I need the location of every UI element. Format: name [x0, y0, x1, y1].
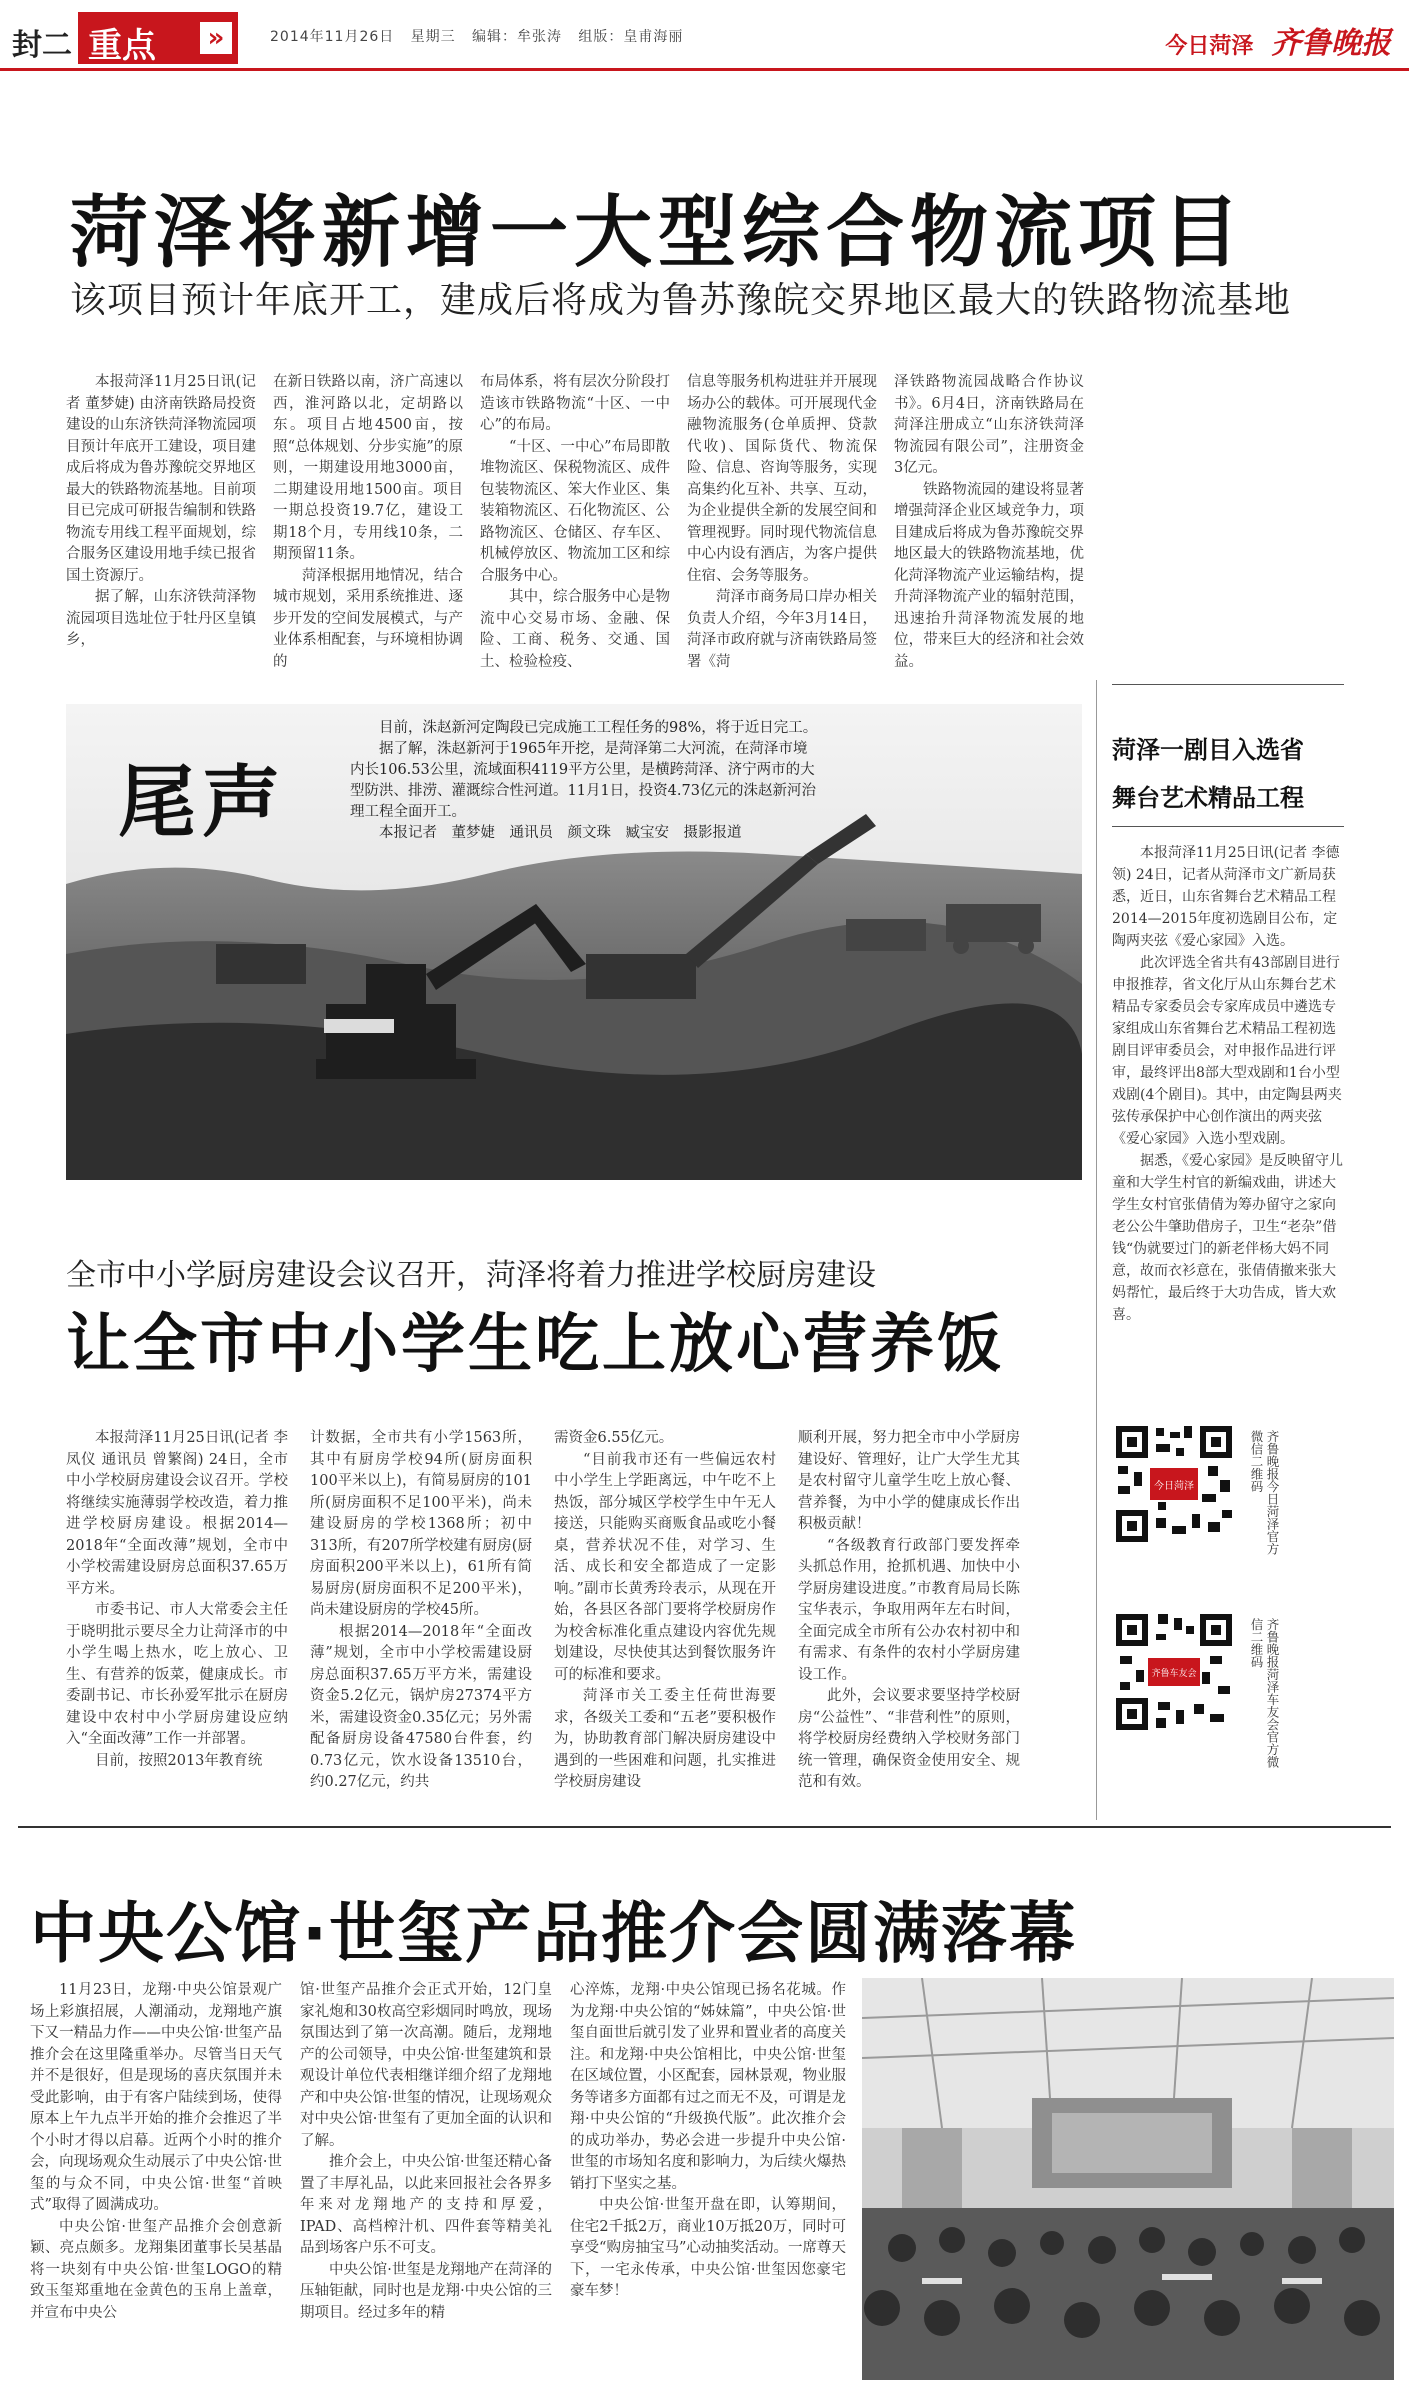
article1-paragraph: 信息等服务机构进驻并开展现场办公的载体。可开展现代金融物流服务(仓单质押、贷款代收)、国际货代、物流保险、信息、咨询等服务，实现高集约化互补、共享、互动，为企业提供全新的发展空间和管理视野。同时现代物流信息中心内设有酒店，为客户提供住宿、会务等服务。 — [687, 374, 877, 584]
article3-headline: 中央公馆·世玺产品推介会圆满落幕 — [30, 1895, 1078, 1972]
photo-caption — [350, 718, 820, 844]
page-number: 封二 — [12, 28, 72, 63]
side-paragraph: 此次评选全省共有43部剧目进行申报推荐，省文化厅从山东舞台艺术精品专家委员会专家库成员中遴选专家组成山东省舞台艺术精品工程初选剧目评审委员会，对申报作品进行评审，最终评出8部大型戏剧和1台小型戏剧(4个剧目)。其中，由定陶县两夹弦传承保护中心创作演出的两夹弦《爱心家园》入选小型戏剧。 — [1112, 955, 1342, 1147]
section-label: 重点 — [88, 26, 156, 66]
issue-date: 2014年11月26日 — [270, 29, 395, 45]
ad-top-rule — [18, 1826, 1391, 1828]
header-rule — [0, 68, 1409, 71]
qr-label: 齐鲁晚报今日菏泽官方微信二维码 — [1249, 1430, 1280, 1555]
article3-paragraph: 推介会上，中央公馆·世玺还精心备置了丰厚礼品，以此来回报社会各界多年来对龙翔地产的支持和厚爱，IPAD、高档榨汁机、四件套等精美礼品到场客户乐不可支。 — [300, 2154, 552, 2256]
article2-paragraph: 目前，按照2013年教育统 — [95, 1752, 263, 1769]
photo-credits: 本报记者 董梦婕 通讯员 颜文珠 臧宝安 摄影报道 — [379, 825, 742, 841]
issue-meta — [270, 26, 683, 46]
article2-paragraph: 根据2014—2018年“全面改薄”规划，全市中小学校需建设厨房总面积37.65万平方米，需建设资金5.2亿元，锅炉房27374平方米，需建设资金0.35亿元；另外需配备厨房设备47580台件套，约0.73亿元，饮水设备13510台，约0.27亿元，约共 — [310, 1623, 532, 1790]
caption-paragraph: 据了解，洙赵新河于1965年开挖，是菏泽第二大河流，在菏泽市境内长106.53公里，流域面积4119平方公里，是横跨菏泽、济宁两市的大型防洪、排涝、灌溉综合性河道。11月1日，投资4.73亿元的洙赵新河治理工程全面开工。 — [350, 741, 816, 820]
article2-paragraph: 需资金6.55亿元。 — [554, 1430, 674, 1446]
qr-label: 齐鲁晚报菏泽车友会官方微信二维码 — [1249, 1618, 1280, 1768]
article1-paragraph: 铁路物流园的建设将显著增强菏泽企业区域竞争力，项目建成后将成为鲁苏豫皖交界地区最大的铁路物流基地，优化菏泽物流产业运输结构，提升菏泽物流产业的辐射范围，迅速抬升菏泽物流发展的地位，带来巨大的经济和社会效益。 — [894, 481, 1084, 670]
article3-paragraph: 馆·世玺产品推介会正式开始，12门皇家礼炮和30枚高空彩烟同时鸣放，现场氛围达到了第一次高潮。随后，龙翔地产的公司领导，中央公馆·世玺建筑和景观设计单位代表相继详细介绍了龙翔地产和中央公馆·世玺的情况，让现场观众对中央公馆·世玺有了更加全面的认识和了解。 — [300, 1982, 552, 2149]
article2-paragraph: 顺利开展，努力把全市中小学厨房建设好、管理好，让广大学生尤其是农村留守儿童学生吃上放心餐、营养餐，为中小学的健康成长作出积极贡献！ — [798, 1430, 1020, 1532]
article2-paragraph: “目前我市还有一些偏远农村中小学生上学距离远，中午吃不上热饭，部分城区学校学生中午无人接送，只能购买商贩食品或吃小餐桌，营养状况不佳，对学习、生活、成长和安全都造成了一定影响。”副市长黄秀玲表示，从现在开始，各县区各部门要将学校厨房作为校舍标准化重点建设内容优先规划建设，尽快使其达到餐饮服务许可的标准和要求。 — [554, 1451, 776, 1683]
article1-paragraph: 菏泽市商务局口岸办相关负责人介绍，今年3月14日，菏泽市政府就与济南铁路局签署《菏 — [687, 589, 877, 670]
column-divider — [1096, 680, 1097, 1820]
side-article-title-line1: 菏泽一剧目入选省 — [1112, 736, 1304, 764]
article2-paragraph: 此外，会议要求要坚持学校厨房“公益性”、“非营利性”的原则，将学校厨房经费纳入学校财务部门统一管理，确保资金使用安全、规范和有效。 — [798, 1688, 1020, 1790]
article1-paragraph: 据了解，山东济铁菏泽物流园项目选址位于牡丹区皇镇乡， — [66, 589, 256, 648]
article3-paragraph: 中央公馆·世玺开盘在即，认筹期间，住宅2千抵2万，商业10万抵20万，同时可享受“购房抽宝马”心动抽奖活动。一席尊天下，一宅永传承，中央公馆·世玺因您豪宅豪车梦！ — [570, 2197, 846, 2299]
paper-brand: 齐鲁晚报 — [1271, 26, 1391, 61]
paper-edition: 今日菏泽 — [1165, 34, 1254, 59]
side-paragraph: 据悉，《爱心家园》是反映留守儿童和大学生村官的新编戏曲，讲述大学生女村官张倩倩为筹办留守之家向老公公牛肇助借房子，卫生“老杂”借钱“伪就要过门的新老伴杨大妈不同意，故而衣衫意在，张倩倩撤来张大妈帮忙，最后终于大功告成，皆大欢喜。 — [1112, 1153, 1343, 1323]
article1-subheadline: 该项目预计年底开工，建成后将成为鲁苏豫皖交界地区最大的铁路物流基地 — [70, 280, 1292, 321]
article3-paragraph: 中央公馆·世玺产品推介会创意新颖、亮点颇多。龙翔集团董事长吴基晶将一块刻有中央公馆·世玺LOGO的精致玉玺郑重地在金黄色的玉帛上盖章，并宣布中央公 — [30, 2218, 282, 2321]
carclub-qr-code[interactable] — [1112, 1610, 1236, 1734]
side-article-body — [1112, 842, 1344, 1422]
article3-paragraph: 中央公馆·世玺是龙翔地产在菏泽的压轴钜献，同时也是龙翔·中央公馆的三期项目。经过多年的精 — [300, 2261, 552, 2321]
layout-credit: 组版：皇甫海丽 — [578, 29, 684, 45]
article1-paragraph: “十区、一中心”布局即散堆物流区、保税物流区、成件包装物流区、笨大作业区、集装箱物流区、石化物流区、公路物流区、仓储区、存车区、机械停放区、物流加工区和综合服务中心。 — [480, 438, 670, 584]
event-photo — [862, 1978, 1394, 2380]
page-header — [0, 0, 1409, 70]
caption-paragraph: 目前，洙赵新河定陶段已完成施工工程任务的98%，将于近日完工。 — [379, 720, 818, 736]
side-rule — [1112, 684, 1344, 685]
section-tab — [78, 12, 238, 64]
article3-paragraph: 11月23日，龙翔·中央公馆景观广场上彩旗招展，人潮涌动，龙翔地产旗下又一精品力作——中央公馆·世玺产品推介会在这里隆重举办。尽管当日天气并不是很好，但是现场的喜庆氛围并未受此影响，由于有客户陆续到场，使得原本上午九点半开始的推介会推迟了半个小时才得以启幕。近两个小时的推介会，向现场观众生动展示了中央公馆·世玺的与众不同，中央公馆·世玺“首映式”取得了圆满成功。 — [30, 1982, 282, 2213]
article1-paragraph: 在新日铁路以南，济广高速以西，淮河路以北，定胡路以东。项目占地4500亩，按照“总体规划、分步实施”的原则，一期建设用地3000亩，二期建设用地1500亩。项目一期总投资19.7亿，建设工期18个月，专用线10条，二期预留11条。 — [273, 374, 463, 562]
article1-paragraph: 布局体系，将有层次分阶段打造该市铁路物流“十区、一中心”的布局。 — [480, 374, 670, 433]
article3-paragraph: 心淬炼，龙翔·中央公馆现已扬名花城。作为龙翔·中央公馆的“姊妹篇”，中央公馆·世玺自面世后就引发了业界和置业者的高度关注。和龙翔·中央公馆相比，中央公馆·世玺在区域位置，小区配套，园林景观，物业服务等诸多方面都有过之而无不及，可谓是龙翔·中央公馆的“升级换代版”。此次推介会的成功举办，势必会进一步提升中央公馆·世玺的市场知名度和影响力，为后续火爆热销打下坚实之基。 — [570, 1982, 846, 2192]
article2-headline: 让全市中小学生吃上放心营养饭 — [66, 1308, 1004, 1382]
article2-paragraph: 本报菏泽11月25日讯(记者 李凤仪 通讯员 曾繁阁) 24日，全市中小学校厨房建设会议召开。学校将继续实施薄弱学校改造，着力推进学校厨房建设。根据2014—2018年“全面改薄”规划，全市中小学校需建设厨房总面积37.65万平方米。 — [66, 1430, 288, 1597]
photo-story-title: 尾声 — [118, 758, 287, 848]
side-article-title-line2: 舞台艺术精品工程 — [1112, 784, 1304, 812]
article2-paragraph: 市委书记、市人大常委会主任于晓明批示要尽全力让菏泽市的中小学生喝上热水，吃上放心、卫生、有营养的饭菜，健康成长。市委副书记、市长孙爱军批示在厨房建设中农村中小学厨房建设应纳入“全面改薄”工作一并部署。 — [66, 1602, 288, 1747]
article2-subheadline: 全市中小学厨房建设会议召开，菏泽将着力推进学校厨房建设 — [66, 1258, 876, 1293]
masthead — [1165, 18, 1391, 62]
qr-badge-text: 今日菏泽 — [1154, 1481, 1194, 1492]
issue-weekday: 星期三 — [410, 29, 456, 45]
article1-paragraph: 其中，综合服务中心是物流中心交易市场、金融、保险、工商、税务、交通、国土、检验检疫、 — [480, 589, 670, 670]
article2-paragraph: “各级教育行政部门要发挥牵头抓总作用，抢抓机遇、加快中小学厨房建设进度。”市教育局局长陈宝华表示，争取用两年左右时间，全面完成全市所有公办农村初中和有需求、有条件的农村小学厨房建设工作。 — [798, 1537, 1020, 1683]
article1-headline: 菏泽将新增一大型综合物流项目 — [70, 188, 1247, 278]
chevron-right-icon: » — [200, 22, 232, 54]
article1-paragraph: 本报菏泽11月25日讯(记者 董梦婕) 由济南铁路局投资建设的山东济铁菏泽物流园项目预计年底开工建设，项目建成后将成为鲁苏豫皖交界地区最大的铁路物流基地。目前项目已完成可研报告编制和铁路物流专用线工程平面规划，综合服务区建设用地手续已报省国土资源厅。 — [66, 374, 256, 584]
editor-credit: 编辑：牟张涛 — [471, 29, 562, 45]
qr-badge-text: 齐鲁车友会 — [1151, 1669, 1197, 1679]
side-paragraph: 本报菏泽11月25日讯(记者 李德领) 24日，记者从菏泽市文广新局获悉，近日，山东省舞台艺术精品工程2014—2015年度初选剧目公布，定陶两夹弦《爱心家园》入选。 — [1112, 845, 1340, 949]
wechat-qr-code[interactable] — [1112, 1422, 1236, 1546]
article2-paragraph: 计数据，全市共有小学1563所，其中有厨房学校94所(厨房面积100平米以上)，有简易厨房的101所(厨房面积不足100平米)，尚未建设厨房的学校1368所；初中313所，有207所学校建有厨房(厨房面积200平米以上)，61所有简易厨房(厨房面积不足200平米)，尚未建设厨房的学校45所。 — [310, 1430, 532, 1618]
article1-paragraph: 泽铁路物流园战略合作协议书》。6月4日，济南铁路局在菏泽注册成立“山东济铁菏泽物流园有限公司”，注册资金3亿元。 — [894, 374, 1084, 476]
side-rule — [1112, 826, 1344, 827]
article1-paragraph: 菏泽根据用地情况，结合城市规划，采用系统推进、逐步开发的空间发展模式，与产业体系相配套，与环境相协调的 — [273, 567, 463, 670]
article2-paragraph: 菏泽市关工委主任荷世海要求，各级关工委和“五老”要积极作为，协助教育部门解决厨房建设中遇到的一些困难和问题，扎实推进学校厨房建设 — [554, 1688, 776, 1790]
